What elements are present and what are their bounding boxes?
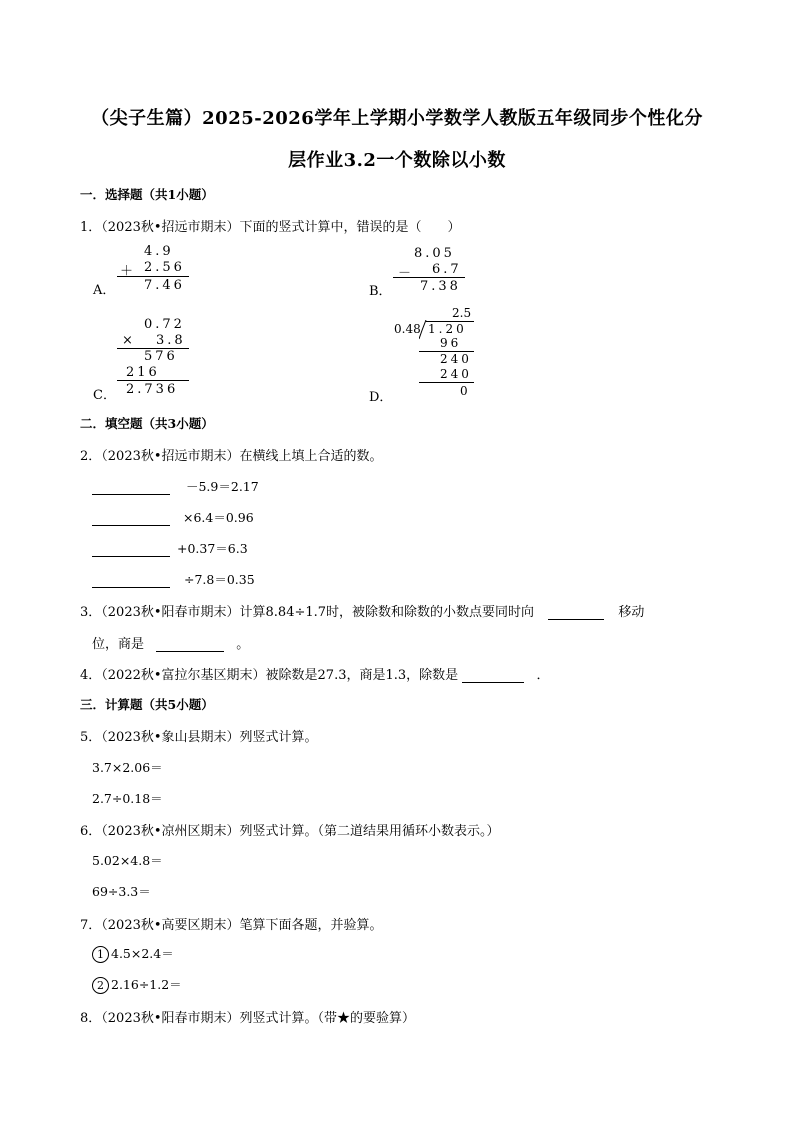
option-c-row2: 3.8 <box>156 333 186 348</box>
option-a-result: 7.46 <box>144 278 185 293</box>
option-c-partial2: 216 <box>126 365 160 380</box>
option-b-operator: － <box>398 266 415 281</box>
q3-blank-direction[interactable] <box>548 606 604 620</box>
option-b-rule <box>393 277 465 278</box>
q7-item-2 <box>92 975 182 994</box>
q4-end: ． <box>536 668 550 683</box>
option-d-quotient: 2.5 <box>452 306 472 320</box>
option-b-row2: 6.7 <box>432 262 462 277</box>
q7-item-1 <box>92 944 174 963</box>
option-c-rule2 <box>117 380 189 381</box>
page-title-line2: 层作业3.2一个数除以小数 <box>288 150 506 171</box>
q2-line-2 <box>92 508 254 526</box>
option-b-row1: 8.05 <box>414 246 455 261</box>
option-a-rule <box>117 276 189 277</box>
question-7-text: 7．（2023秋•高要区期末）笔算下面各题，并验算。 <box>80 918 383 933</box>
q4-blank-divisor[interactable] <box>462 669 524 683</box>
q4-text: 4．（2022秋•富拉尔基区期末）被除数是27.3，商是1.3，除数是 <box>80 668 459 683</box>
section-choice-heading: 一．选择题（共1小题） <box>80 187 214 202</box>
option-b-result: 7.38 <box>420 279 461 294</box>
option-d-rule2 <box>419 382 474 383</box>
option-c-label: C． <box>93 388 116 403</box>
option-c-operator: × <box>122 333 136 348</box>
option-a-row1: 4.9 <box>144 244 174 259</box>
option-d-step3: 240 <box>440 367 472 381</box>
option-d-divisor: 0.48 <box>394 322 421 336</box>
q2-line-4 <box>92 570 255 588</box>
section-fill-heading: 二．填空题（共3小题） <box>80 416 214 431</box>
q2-line-3 <box>92 539 248 557</box>
option-d-dividend: 1.20 <box>428 322 467 336</box>
q7-expr-1: 4.5×2.4＝ <box>111 946 174 961</box>
option-d-label: D． <box>369 390 393 405</box>
q6-item-1: 5.02×4.8＝ <box>92 853 163 868</box>
q2-blank-4[interactable] <box>92 574 170 588</box>
q3-blank-quotient[interactable] <box>156 638 224 652</box>
q7-expr-2: 2.16÷1.2＝ <box>111 977 182 992</box>
q2-expr-4: ÷7.8＝0.35 <box>183 572 255 587</box>
question-6-text: 6．（2023秋•凉州区期末）列竖式计算。（第二道结果用循环小数表示。） <box>80 824 500 839</box>
page-title-line1: （尖子生篇）2025-2026学年上学期小学数学人教版五年级同步个性化分 <box>91 108 703 129</box>
q2-blank-1[interactable] <box>92 481 170 495</box>
q2-line-1 <box>92 477 259 495</box>
circled-number-1: 1 <box>92 946 109 963</box>
option-d-step2: 240 <box>440 352 472 366</box>
option-c-row1: 0.72 <box>144 317 185 332</box>
q3-text-b: 移动 <box>618 605 645 620</box>
option-a-row2: 2.56 <box>144 260 185 275</box>
question-3-line1 <box>80 601 644 620</box>
question-4-text <box>80 664 549 683</box>
option-d-remainder: 0 <box>460 384 471 398</box>
q2-blank-2[interactable] <box>92 512 170 526</box>
question-5-text: 5．（2023秋•象山县期末）列竖式计算。 <box>80 730 318 745</box>
q2-blank-3[interactable] <box>92 543 170 557</box>
option-b-label: B． <box>369 284 392 299</box>
q3-text-c: 位，商是 <box>92 637 145 652</box>
q2-expr-1: －5.9＝2.17 <box>185 479 259 494</box>
question-3-line2 <box>92 633 249 652</box>
question-8-text: 8．（2023秋•阳春市期末）列竖式计算。（带★的要验算） <box>80 1011 416 1026</box>
option-a-label: A． <box>93 283 116 298</box>
question-1-text: 1．（2023秋•招远市期末）下面的竖式计算中，错误的是（ ） <box>80 220 461 235</box>
section-calc-heading: 三．计算题（共5小题） <box>80 697 214 712</box>
q6-item-2: 69÷3.3＝ <box>92 884 151 899</box>
q2-expr-2: ×6.4＝0.96 <box>182 510 254 525</box>
question-2-text: 2．（2023秋•招远市期末）在横线上填上合适的数。 <box>80 449 383 464</box>
q3-text-d: 。 <box>236 637 250 652</box>
option-c-result: 2.736 <box>126 382 179 397</box>
q5-item-2: 2.7÷0.18＝ <box>92 791 163 806</box>
option-a-operator: ＋ <box>120 264 137 279</box>
option-c-partial1: 576 <box>144 349 178 364</box>
q5-item-1: 3.7×2.06＝ <box>92 760 163 775</box>
circled-number-2: 2 <box>92 977 109 994</box>
option-d-step1: 96 <box>440 336 462 350</box>
q3-text-a: 3．（2023秋•阳春市期末）计算8.84÷1.7时，被除数和除数的小数点要同时向 <box>80 605 535 620</box>
q2-expr-3: +0.37＝6.3 <box>176 541 248 556</box>
